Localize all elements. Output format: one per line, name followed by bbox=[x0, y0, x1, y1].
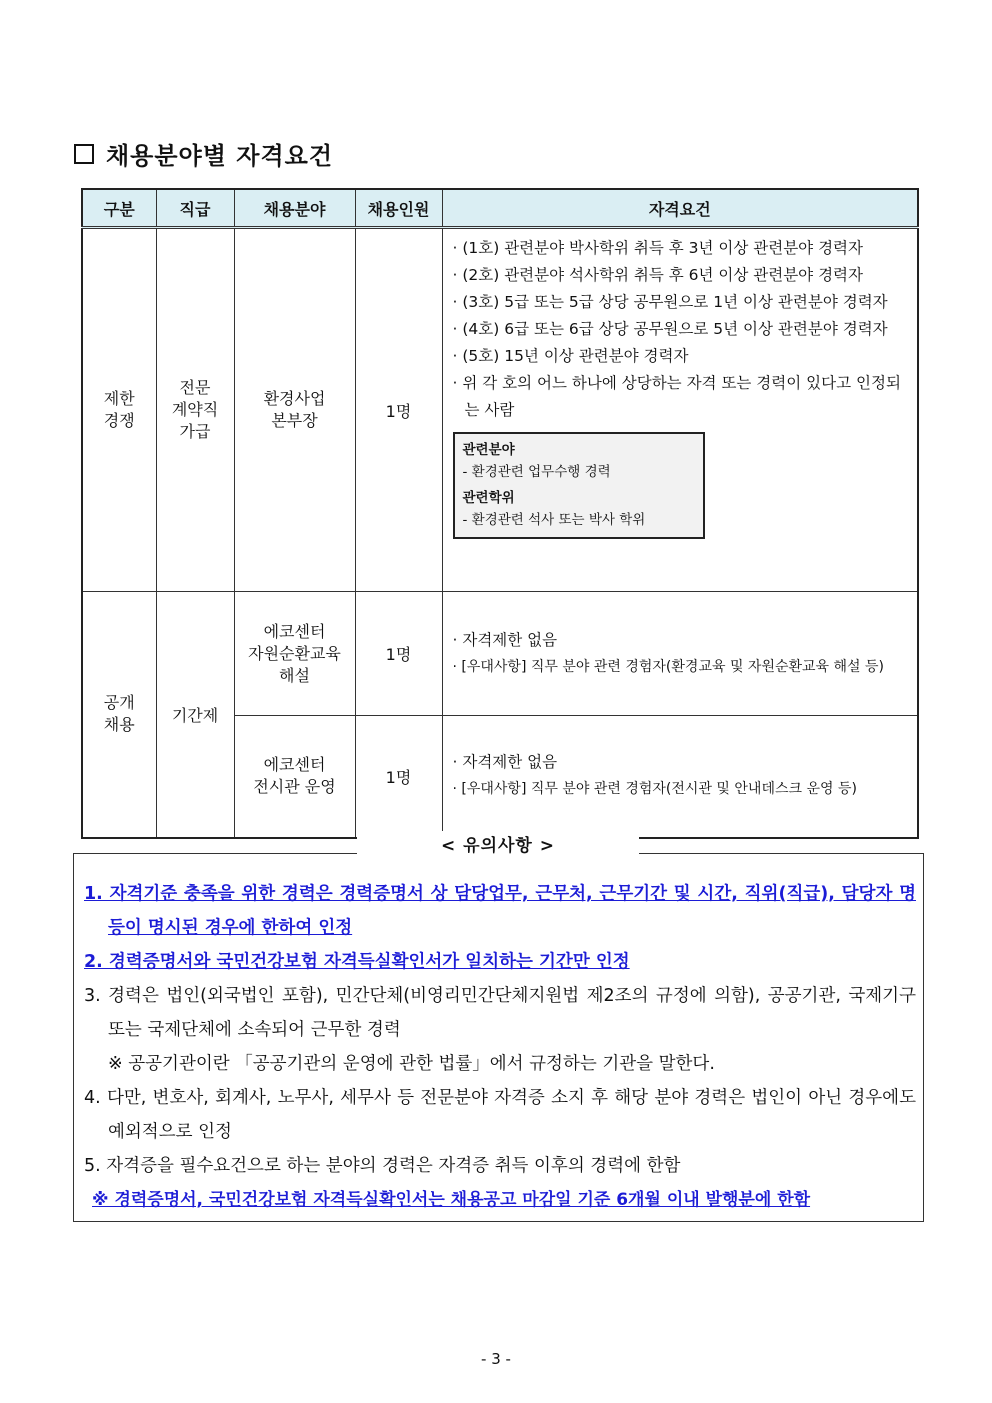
category-cell: 제한 경쟁 bbox=[82, 228, 156, 592]
header-category: 구분 bbox=[82, 189, 156, 228]
field-cell: 환경사업 본부장 bbox=[234, 228, 355, 592]
note-item: 4. 다만, 변호사, 회계사, 노무사, 세무사 등 전문분야 자격증 소지 후 해당 분야 경력은 법인이 아닌 경우에도 예외적으로 인정 bbox=[84, 1088, 916, 1142]
related-degree-line: - 환경관련 석사 또는 박사 학위 bbox=[462, 512, 646, 528]
qualification-item: · [우대사항] 직무 분야 관련 경험자(전시관 및 안내데스크 운영 등) bbox=[452, 781, 857, 798]
count-cell: 1명 bbox=[355, 228, 442, 592]
related-field-title: 관련분야 bbox=[462, 442, 515, 458]
qualification-item: · 자격제한 없음 bbox=[452, 630, 558, 649]
qualification-item: · (5호) 15년 이상 관련분야 경력자 bbox=[452, 347, 689, 365]
qualifications-cell bbox=[442, 228, 918, 592]
header-qualifications: 자격요건 bbox=[442, 189, 918, 228]
qualification-item: · (1호) 관련분야 박사학위 취득 후 3년 이상 관련분야 경력자 bbox=[452, 239, 863, 257]
field-cell: 에코센터 자원순환교육 해설 bbox=[234, 592, 355, 716]
header-grade: 직급 bbox=[156, 189, 234, 228]
grade-cell: 기간제 bbox=[156, 592, 234, 838]
section-heading bbox=[74, 136, 333, 171]
qualification-item: · [우대사항] 직무 분야 관련 경험자(환경교육 및 자원순환교육 해설 등) bbox=[452, 658, 884, 675]
qualification-item: · (2호) 관련분야 석사학위 취득 후 6년 이상 관련분야 경력자 bbox=[452, 266, 863, 284]
related-field-box bbox=[453, 432, 705, 539]
table-row bbox=[82, 228, 918, 592]
note-item: 1. 자격기준 충족을 위한 경력은 경력증명서 상 담당업무, 근무처, 근무기간 및 시간, 직위(직급), 담당자 명 등이 명시된 경우에 한하여 인정 bbox=[84, 884, 916, 938]
qualifications-cell bbox=[442, 592, 918, 716]
count-cell: 1명 bbox=[355, 716, 442, 838]
qualification-item: · 위 각 호의 어느 하나에 상당하는 자격 또는 경력이 있다고 인정되는 사람 bbox=[452, 374, 901, 419]
section-title: 채용분야별 자격요건 bbox=[106, 142, 334, 170]
header-field: 채용분야 bbox=[234, 189, 355, 228]
qualification-item: · 자격제한 없음 bbox=[452, 753, 558, 772]
note-emphasis: ※ 경력증명서, 국민건강보험 자격득실확인서는 채용공고 마감일 기준 6개월 이내 발행분에 한함 bbox=[92, 1190, 811, 1210]
related-degree-title: 관련학위 bbox=[462, 490, 515, 506]
notes-list bbox=[84, 877, 916, 1217]
qualification-item: · (3호) 5급 또는 5급 상당 공무원으로 1년 이상 관련분야 경력자 bbox=[452, 293, 888, 311]
notes-title: < 유의사항 > bbox=[357, 831, 639, 861]
note-item: 3. 경력은 법인(외국법인 포함), 민간단체(비영리민간단체지원법 제2조의 규정에 의함), 공공기관, 국제기구 또는 국제단체에 소속되어 근무한 경력 bbox=[84, 986, 916, 1040]
note-item: 5. 자격증을 필수요건으로 하는 분야의 경력은 자격증 취득 이후의 경력에 한함 bbox=[84, 1156, 681, 1176]
table-header-row bbox=[82, 189, 918, 228]
page-number: - 3 - bbox=[481, 1350, 511, 1368]
related-field-line: - 환경관련 업무수행 경력 bbox=[462, 464, 611, 480]
grade-cell: 전문 계약직 가급 bbox=[156, 228, 234, 592]
count-cell: 1명 bbox=[355, 592, 442, 716]
checkbox-square-icon bbox=[74, 144, 94, 164]
note-subitem: ※ 공공기관이란 「공공기관의 운영에 관한 법률」에서 규정하는 기관을 말한다. bbox=[108, 1054, 715, 1074]
qualification-item: · (4호) 6급 또는 6급 상당 공무원으로 5년 이상 관련분야 경력자 bbox=[452, 320, 888, 338]
header-count: 채용인원 bbox=[355, 189, 442, 228]
field-cell: 에코센터 전시관 운영 bbox=[234, 716, 355, 838]
table-row bbox=[82, 592, 918, 716]
requirements-table bbox=[81, 188, 919, 839]
qualifications-cell bbox=[442, 716, 918, 838]
category-cell: 공개 채용 bbox=[82, 592, 156, 838]
note-item: 2. 경력증명서와 국민건강보험 자격득실확인서가 일치하는 기간만 인정 bbox=[84, 952, 630, 972]
